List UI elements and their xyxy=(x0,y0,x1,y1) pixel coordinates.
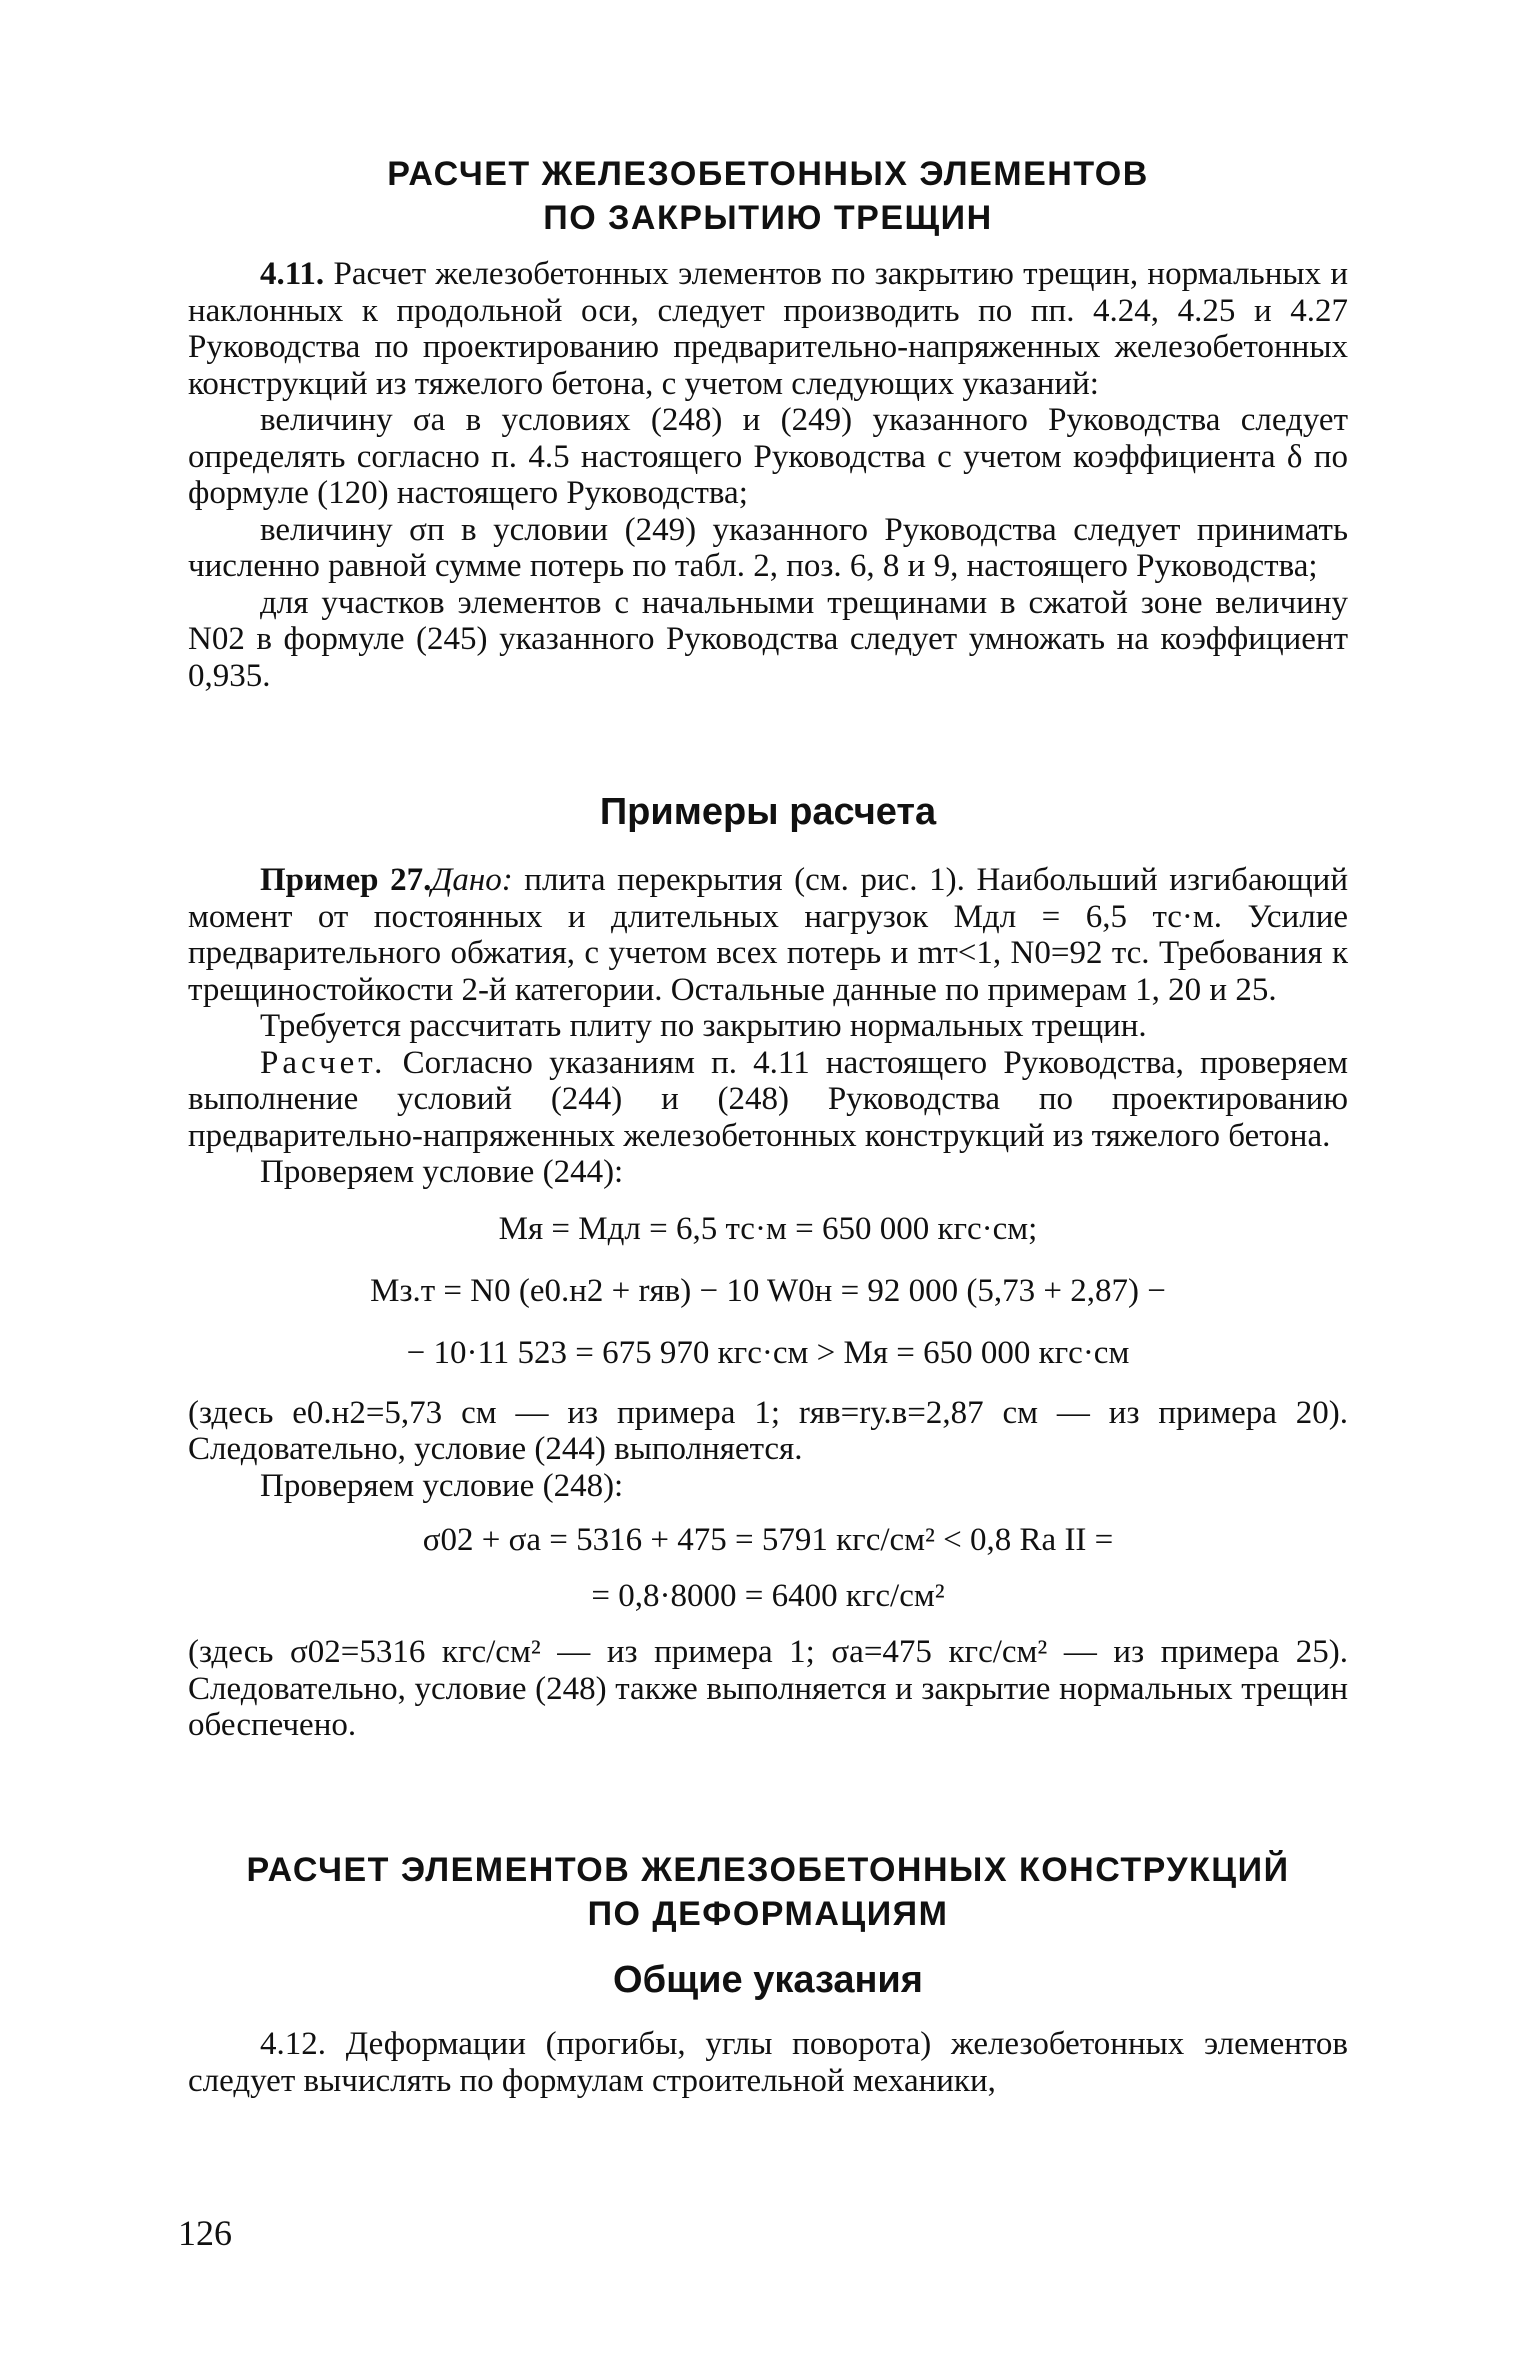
formula-2: Mз.т = N0 (e0.н2 + rяв) − 10 W0н = 92 000 (5,73 + 2,87) − xyxy=(370,1272,1166,1309)
given-label: Дано: xyxy=(431,862,513,898)
given-text: плита перекрытия (см. рис. 1). Наибольший изгибающий момент от постоянных и длительных нагрузок Mдл = 6,5 тс·м. Усилие предварительного обжатия, с учетом всех потерь и mт<1, N0=92 тс. Требования к трещиностойкости 2-й категории. Остальные данные по примерам 1, 20 и 25. xyxy=(188,862,1349,1008)
examples-heading xyxy=(188,788,1348,836)
formula-4: σ02 + σа = 5316 + 475 = 5791 кгс/см² < 0,8 Rа II = xyxy=(422,1522,1114,1558)
example-label: Пример 27. xyxy=(260,862,432,898)
example-given xyxy=(188,862,1348,1008)
calc-label: Расчет. xyxy=(260,1044,387,1081)
section-title-line1: РАСЧЕТ ЖЕЛЕЗОБЕТОННЫХ ЭЛЕМЕНТОВ xyxy=(387,155,1149,193)
calculation-intro xyxy=(188,1045,1348,1155)
example-27 xyxy=(188,862,1348,1744)
examples-title: Примеры расчета xyxy=(599,791,937,833)
formula-3: − 10·11 523 = 675 970 кгс·см > Mя = 650 000 кгс·см xyxy=(406,1334,1130,1371)
note-244: (здесь e0.н2=5,73 см — из примера 1; rяв=rу.в=2,87 см — из примера 20). Следовательно, условие (244) выполняется. xyxy=(188,1394,1348,1467)
page-number: 126 xyxy=(178,2213,232,2253)
instruction-sigma-a: величину σа в условиях (248) и (249) указанного Руководства следует определять согласно п. 4.5 настоящего Руководства с учетом коэффициента δ по формуле (120) настоящего Руководства; xyxy=(188,402,1348,511)
required-text: Требуется рассчитать плиту по закрытию нормальных трещин. xyxy=(260,1008,1147,1044)
section-title-line2: ПО ЗАКРЫТИЮ ТРЕЩИН xyxy=(543,199,993,237)
clause-text-4-12: Деформации (прогибы, углы поворота) железобетонных элементов следует вычислять по формулам строительной механики, xyxy=(188,2026,1348,2099)
check-248: Проверяем условие (248): xyxy=(260,1467,624,1504)
section2-title-line2: ПО ДЕФОРМАЦИЯМ xyxy=(587,1895,949,1933)
clause-number-4-12: 4.12. xyxy=(260,2026,326,2062)
paragraph-4-11 xyxy=(188,256,1348,402)
check-244: Проверяем условие (244): xyxy=(260,1154,624,1190)
instruction-n02: для участков элементов с начальными трещинами в сжатой зоне величину N02 в формуле (245) указанного Руководства следует умножать на коэффициент 0,935. xyxy=(188,584,1348,694)
section1-body xyxy=(188,256,1348,694)
formula-1: Mя = Mдл = 6,5 тс·м = 650 000 кгс·см; xyxy=(498,1210,1038,1247)
section-deformations xyxy=(188,1848,1348,2099)
section-closing-cracks xyxy=(188,152,1348,240)
general-instructions-title: Общие указания xyxy=(613,1959,923,2001)
instruction-sigma-p: величину σп в условии (249) указанного Руководства следует принимать численно равной сумме потерь по табл. 2, поз. 6, 8 и 9, настоящего Руководства; xyxy=(188,511,1348,584)
formula-5: = 0,8·8000 = 6400 кгс/см² xyxy=(591,1578,945,1614)
section2-title-line1: РАСЧЕТ ЭЛЕМЕНТОВ ЖЕЛЕЗОБЕТОННЫХ КОНСТРУКЦИЙ xyxy=(246,1851,1290,1889)
clause-text: Расчет железобетонных элементов по закрытию трещин, нормальных и наклонных к продольной оси, следует производить по пп. 4.24, 4.25 и 4.27 Руководства по проектированию предварительно-напряженных железобетонных конструкций из тяжелого бетона, с учетом следующих указаний: xyxy=(188,256,1348,402)
calc-text: Согласно указаниям п. 4.11 настоящего Руководства, проверяем выполнение условий (244) и (248) Руководства по проектированию предварительно-напряженных железобетонных конструкций из тяжелого бетона. xyxy=(188,1044,1348,1154)
note-248: (здесь σ02=5316 кгс/см² — из примера 1; σа=475 кгс/см² — из примера 25). Следовательно, условие (248) также выполняется и закрытие нормальных трещин обеспечено. xyxy=(188,1634,1348,1743)
clause-number: 4.11. xyxy=(260,256,325,292)
paragraph-4-12 xyxy=(188,2026,1348,2099)
